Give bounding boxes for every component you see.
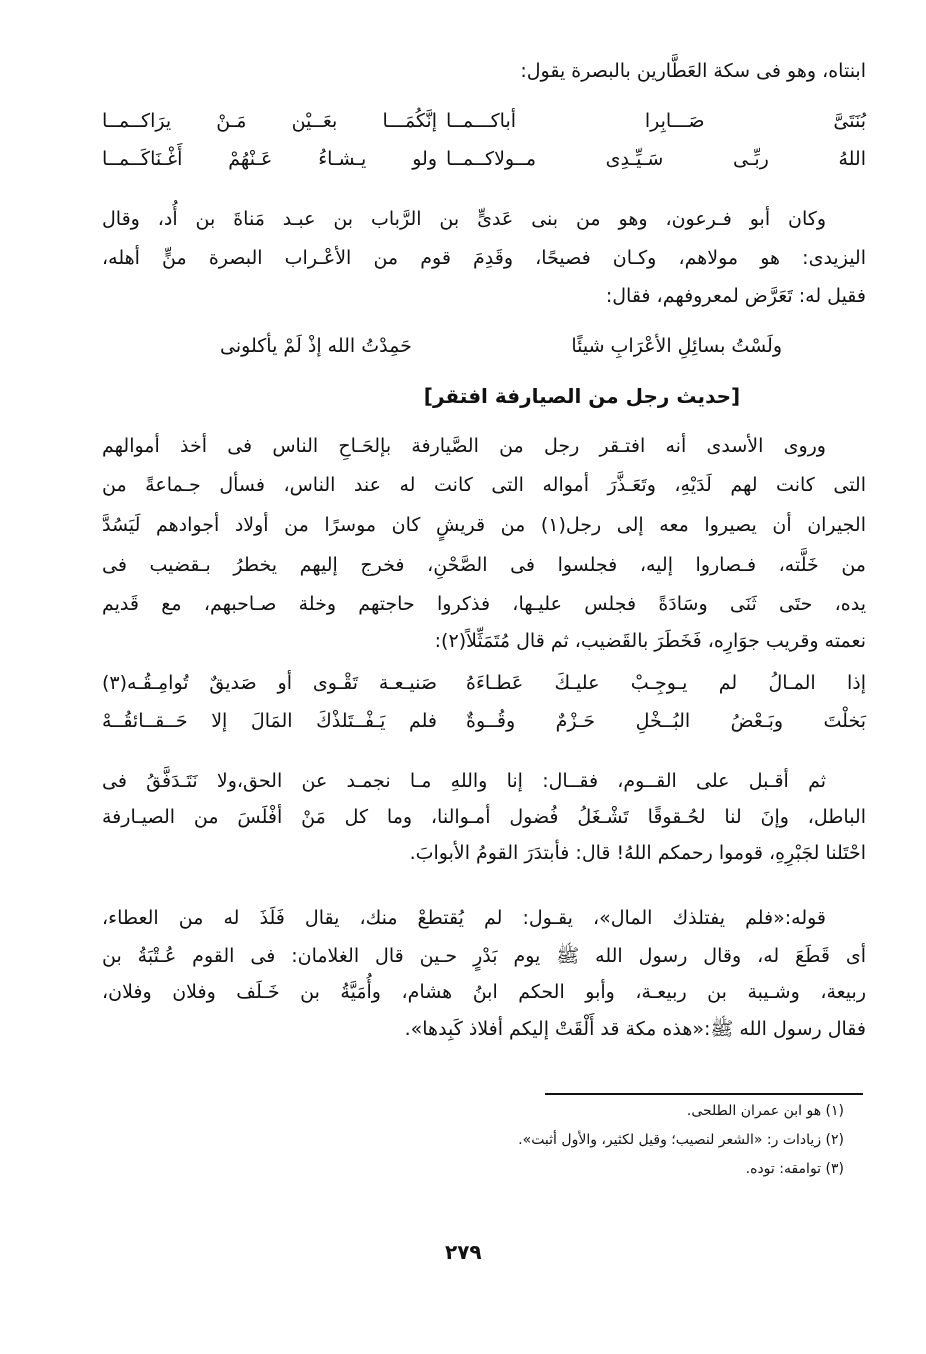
paragraph-line: الباطل، وإنَ لنا لحُـقوقًا تَشْـغَلُ فُضول أمـوالنا، وما كل مَنْ أفْلَسَ من الصيـارفة	[102, 806, 866, 828]
verse-second-hemistich: حَمِدْتُ الله إذْ لَمْ يأكلونى	[220, 335, 412, 357]
verse-first-hemistich: إذا المـالُ لم يـوجِـبْ عليـكَ عَطـاءَهُ	[466, 672, 866, 694]
verse-line	[102, 331, 866, 361]
paragraph-line: قوله:«فلم يفتلذك المال»، يقـول: لم يُقتطعْ منك، يقال فَلَذَ له من العطاء،	[102, 907, 826, 929]
paragraph-line: فقيل له: تَعَرَّض لمعروفهم، فقال:	[605, 285, 866, 307]
page-number: ٢٧٩	[445, 1240, 482, 1264]
verse-first-hemistich: ولَسْتُ بسائِلِ الأعْرَابِ شيئًا	[571, 335, 782, 357]
verse-line	[102, 668, 866, 698]
paragraph-line: ثم أقـبل على القــوم، فقــال: إنا واللهِ مـا نجمـد عن الحق،ولا نَتَـدَفَّقُ فى	[102, 770, 826, 792]
footnote: (١) هو ابن عمران الطلحى.	[686, 1103, 844, 1119]
intro-line: ابنتاه، وهو فى سكة العَطَّارين بالبصرة يقول:	[520, 60, 866, 82]
paragraph-line: نعمته وقريب جوَارِه، فَخَطَرَ بالقَضيب، ثم قال مُتَمَثِّلاً(٢):	[434, 630, 866, 652]
paragraph-line: الجيران أن يصيروا معه إلى رجل(١) من قريشٍ كان موسرًا من أولاد أجوادهم لَيَسُدَّ	[102, 514, 866, 536]
verse-second-hemistich: صَنيـعـة تَقْـوى أو صَديقٌ تُوامِـقُـه(٣)	[102, 672, 437, 694]
verse-first-hemistich: بَخلْتَ وبَـعْضُ البُــخْلِ حَـزْمٌ وقُــوةٌ	[466, 710, 866, 732]
paragraph-line: وكان أبو فـرعون، وهو من بنى عَدىٍّ بن الرَّباب بن عبـد مَناةَ بن أُد، وقال	[102, 208, 826, 230]
verse-line	[102, 144, 866, 174]
paragraph-line: ربيعة، وشـيبة بن ربيعـة، وأبو الحكم ابنُ هشام، وأُمَيَّةُ بن خَـلَف وفلان وفلان،	[102, 981, 866, 1003]
verse-second-hemistich: فلم يَـفْــتَلذْكَ المَالَ إلا حَــقــائقُــهْ	[102, 710, 437, 732]
footnote: (٣) توامقه: توده.	[745, 1161, 844, 1177]
footnote: (٢) زيادات ر: «الشعر لنصيب؛ وقيل لكثير، والأول أثبت».	[518, 1132, 844, 1148]
verse-second-hemistich: ولو يـشـاءُ عَـنْهُمْ أَغْـنَاكَــمــا	[102, 148, 437, 170]
verse-line	[102, 106, 866, 136]
paragraph-line: أى قَطَعَ له، وقال رسول الله ﷺ يوم بَدْرٍ حـين قال الغلامان: فى القوم عُـتْبَةُ بن	[102, 945, 866, 967]
paragraph-line: وروى الأسدى أنه افتـقر رجل من الصَّيارفة بإلحَـاحِ الناس فى أخذ أموالهم	[102, 435, 826, 457]
paragraph-line: فقال رسول الله ﷺ:«هذه مكة قد أَلْقَتْ إليكم أفلاذ كَبِدها».	[404, 1018, 866, 1040]
verse-first-hemistich: اللهُ ربِّـى سَـيِّـدِى مــولاكــمــا	[446, 148, 866, 170]
paragraph-line: اليزيدى: هو مولاهم، وكـان فصيحًا، وقَدِمَ قوم من الأعْـراب البصرة منٍّ أهله،	[102, 247, 866, 269]
section-heading: [حديث رجل من الصيارفة افتقر]	[423, 384, 741, 408]
paragraph-line: من خَلَّته، فـصاروا إليه، فجلسوا فى الصَّحْنِ، فخرج إليهم يخطرُ بـقضيب فى	[102, 554, 866, 576]
verse-second-hemistich: إنَّكُمَـــا بعَــيْن مَـنْ يرَاكــمــا	[102, 110, 437, 132]
paragraph-line: احْتَلنا لجَبْرِهِ، قوموا رحمكم اللهُ! قال: فأبتدَرَ القومُ الأبوابَ.	[409, 842, 866, 864]
footnote-divider	[545, 1093, 863, 1095]
verse-line	[102, 706, 866, 736]
paragraph-line: التى كانت لهم لَدَيْهِ، وتَعَـذَّرَ أمواله التى كانت له عند الناس، فسأل جـماعةً من	[102, 474, 866, 496]
paragraph-line: يده، حتَى ثَنَى وسَادَةً فجلس عليـها، فذكروا حاجتهم وخلة صـاحبهم، مع قَديم	[102, 593, 866, 615]
verse-first-hemistich: بُنَتَىَّ صَـــابِرا أباكـــمــا	[446, 110, 866, 132]
